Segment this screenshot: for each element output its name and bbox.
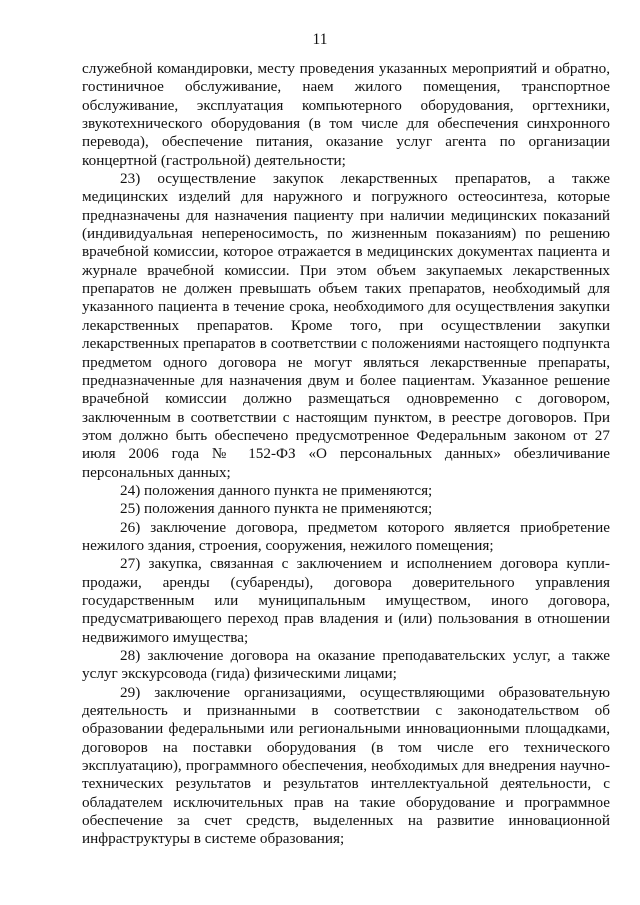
- paragraph: 28) заключение договора на оказание преподавательских услуг, а также услуг экскурсовода (гида) физическими лицами;: [82, 647, 610, 683]
- paragraph: 25) положения данного пункта не применяются;: [120, 500, 433, 518]
- document-body: [82, 60, 610, 849]
- paragraph: 27) закупка, связанная с заключением и исполнением договора купли-продажи, аренды (субаренды), договора доверительного управления государственным или муниципальным имуществом, иного договора, предусматривающего переход прав владения и (или) пользования в отношении недвижимого имущества;: [82, 555, 610, 646]
- paragraph: 26) заключение договора, предметом которого является приобретение нежилого здания, строения, сооружения, нежилого помещения;: [82, 518, 610, 554]
- paragraph: 29) заключение организациями, осуществляющими образовательную деятельность и признанными в соответствии с законодательством об образовании федеральными или региональными инновационными площадками, договоров на поставки оборудования (в том числе его технического эксплуатацию), программного обеспечения, необходимых для внедрения научно-технических результатов и результатов интеллектуальной деятельности, с обладателем исключительных прав на такие оборудование и программное обеспечение за счет средств, выделенных на развитие инновационной инфраструктуры в системе образования;: [82, 683, 610, 848]
- paragraph: 24) положения данного пункта не применяются;: [120, 481, 433, 499]
- paragraph: служебной командировки, месту проведения указанных мероприятий и обратно, гостиничное обслуживание, наем жилого помещения, транспортное обслуживание, эксплуатация компьютерного оборудования, оргтехники, звукотехнического оборудования (в том числе для обеспечения синхронного перевода), обеспечение питания, оказание услуг агента по организации концертной (гастрольной) деятельности;: [82, 60, 610, 169]
- paragraph: 23) осуществление закупок лекарственных препаратов, а также медицинских изделий для наружного и погружного остеосинтеза, которые предназначены для назначения пациенту при наличии медицинских показаний (индивидуальная непереносимость, по жизненным показаниям) по решению врачебной комиссии, которое отражается в медицинских документах пациента и журнале врачебной комиссии. При этом объем закупаемых лекарственных препаратов не должен превышать объем таких препаратов, необходимый для указанного пациента в течение срока, необходимого для осуществления закупки лекарственных препаратов. Кроме того, при осуществлении закупки лекарственных препаратов в соответствии с положениями настоящего подпункта предметом одного договора не могут являться лекарственные препараты, предназначенные для назначения двум и более пациентам. Указанное решение врачебной комиссии должно размещаться одновременно с договором, заключенным в соответствии с настоящим пунктом, в реестре договоров. При этом должно быть обеспечено предусмотренное Федеральным законом от 27 июля 2006 года № 152-ФЗ «О персональных данных» обезличивание персональных данных;: [82, 170, 610, 481]
- page-number: 11: [312, 31, 328, 48]
